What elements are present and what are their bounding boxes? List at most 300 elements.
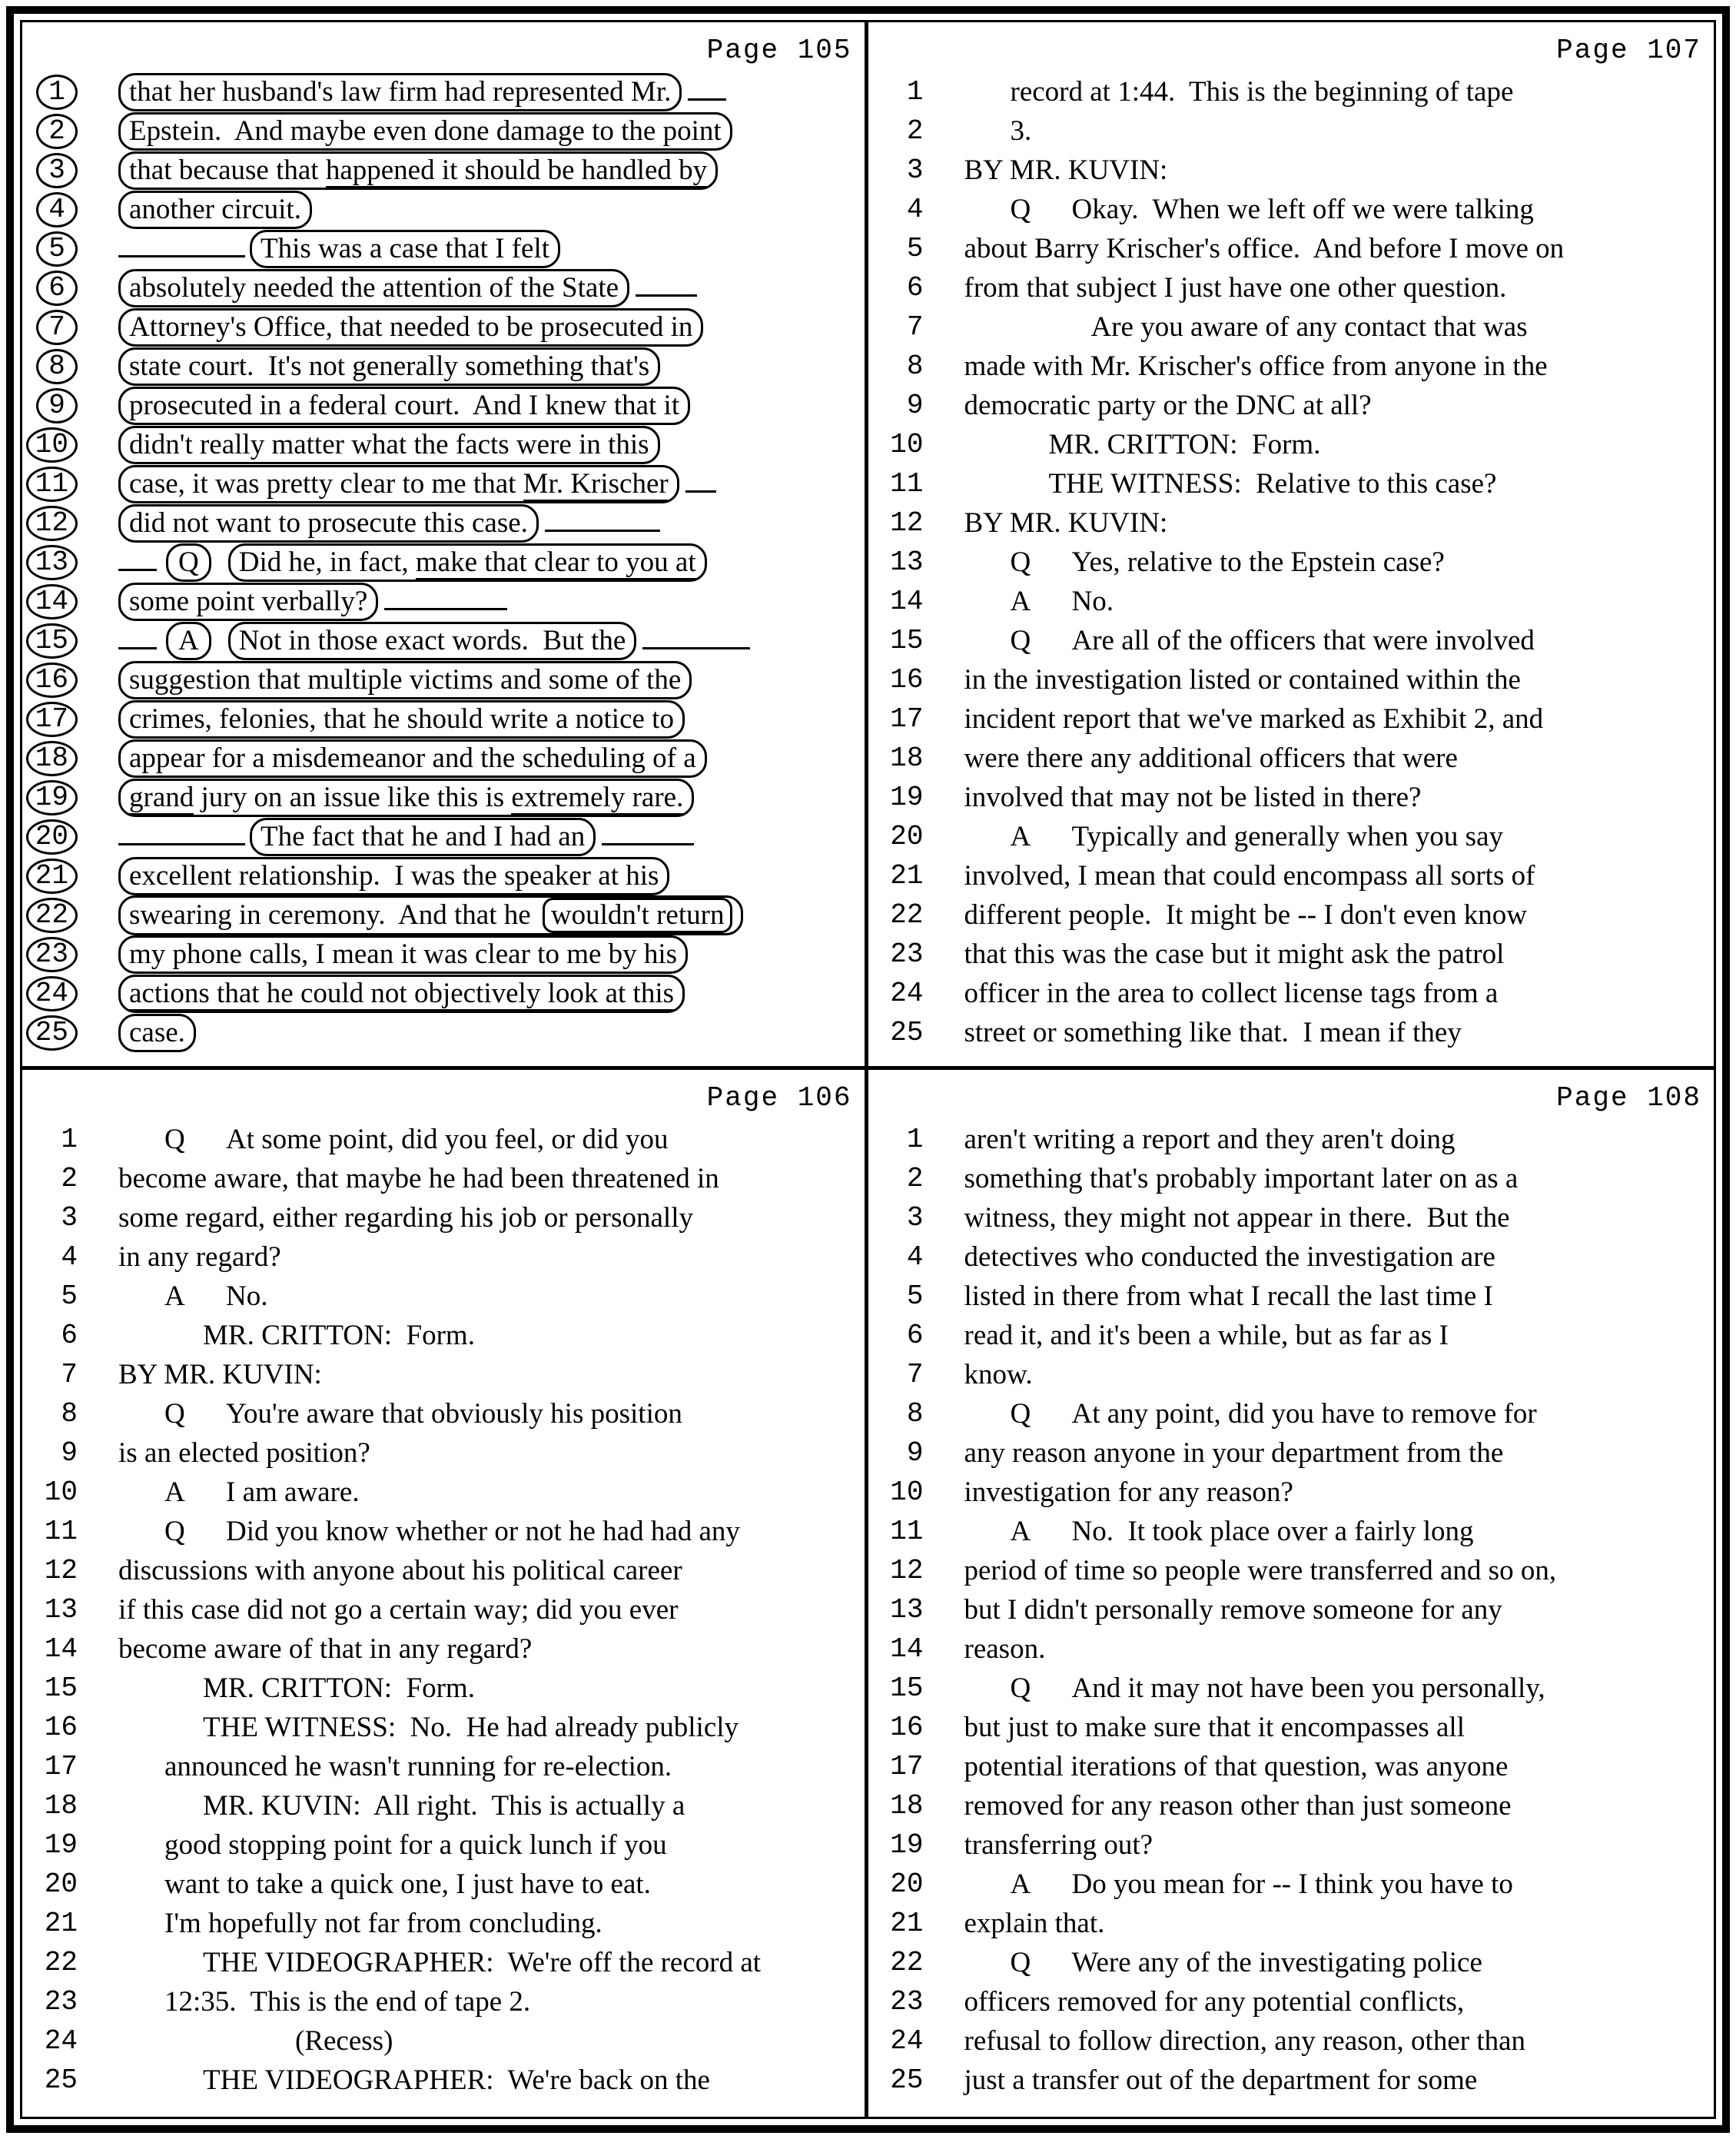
underline-mark: [545, 525, 660, 532]
line-text: [118, 1319, 475, 1352]
line-text: [964, 1828, 1153, 1862]
transcript-line: [868, 1629, 1714, 1669]
phrase: No. It took place over a fairly long: [1071, 1515, 1474, 1547]
line-number: 25: [890, 2064, 924, 2096]
line-number: 16: [890, 1711, 924, 1743]
line-number: [22, 741, 78, 776]
line-text: [118, 1476, 360, 1509]
line-text: [964, 663, 1521, 696]
transcript-line: [868, 1943, 1714, 1982]
transcript-line: [22, 1355, 865, 1394]
transcript-line: [22, 1013, 865, 1052]
line-number: 4: [906, 194, 924, 225]
line-text: [118, 1397, 682, 1430]
designation-bubble: [118, 661, 692, 699]
line-number: 18: [890, 742, 924, 774]
line-text: [964, 311, 1528, 344]
transcript-line: [868, 386, 1714, 425]
phrase: No.: [1071, 586, 1114, 617]
line-text: [964, 585, 1114, 618]
underlined-phrase: Mr. Krischer: [523, 468, 669, 502]
phrase: MR. CRITTON: Form.: [1048, 429, 1321, 460]
line-text: [118, 779, 694, 817]
line-number: 2: [906, 115, 924, 147]
line-number: [22, 859, 78, 894]
line-text: [118, 739, 707, 778]
transcript-line: [22, 1786, 865, 1825]
phrase: Yes, relative to the Epstein case?: [1071, 546, 1445, 578]
qa-label: Q: [1010, 1397, 1031, 1430]
line-number: [22, 937, 78, 972]
line-number: 21: [44, 1907, 78, 1939]
phrase: swearing in ceremony. And that he: [129, 898, 538, 931]
line-text: [118, 1672, 475, 1705]
phrase: about Barry Krischer's office. And before I move on: [964, 233, 1565, 264]
circled-line-number-mark: 17: [26, 702, 78, 737]
line-number: 24: [44, 2024, 78, 2057]
designation-bubble: [118, 73, 682, 111]
phrase: were there any additional officers that were: [964, 742, 1458, 774]
line-text: [118, 151, 718, 190]
line-number: 4: [61, 1241, 78, 1273]
phrase: another circuit.: [129, 193, 301, 225]
transcript-line: [22, 778, 865, 817]
line-text: [964, 977, 1499, 1010]
line-text: [118, 583, 507, 621]
transcript-line: [868, 503, 1714, 543]
line-number: 14: [44, 1632, 78, 1665]
line-number: 19: [44, 1828, 78, 1861]
line-number: 20: [890, 821, 924, 852]
line-text: [964, 389, 1372, 422]
phrase: some regard, either regarding his job or personally: [118, 1201, 693, 1234]
phrase: explain that.: [964, 1907, 1105, 1939]
line-number: 13: [890, 546, 924, 578]
phrase: is an elected position?: [118, 1437, 370, 1469]
line-number: [22, 780, 78, 815]
transcript-line: [22, 464, 865, 503]
line-text: [964, 2024, 1526, 2058]
boxed-phrase: wouldn't return: [543, 898, 733, 933]
designation-bubble: [118, 739, 707, 778]
transcript-line: [22, 699, 865, 739]
line-number: 25: [890, 1017, 924, 1048]
designation-bubble: [228, 622, 637, 660]
line-number: [22, 349, 78, 384]
transcript-line: [868, 1904, 1714, 1943]
qa-label: Q: [164, 1123, 185, 1155]
transcript-line: [22, 425, 865, 464]
phrase: in any regard?: [118, 1241, 281, 1273]
line-text: [964, 1280, 1493, 1313]
underline-mark: [685, 486, 716, 493]
transcript-line: [868, 543, 1714, 582]
phrase: become aware of that in any regard?: [118, 1632, 533, 1665]
line-number: 3: [906, 154, 924, 186]
transcript-line: [868, 229, 1714, 268]
underline-mark: [118, 564, 157, 571]
line-text: [964, 702, 1544, 736]
qa-label: A: [1010, 1868, 1031, 1900]
page-number-header: Page 107: [1556, 35, 1701, 66]
phrase: something that's probably important later on as a: [964, 1162, 1519, 1194]
designation-bubble: [118, 583, 378, 621]
line-text: [118, 1985, 530, 2018]
phrase: Did you know whether or not he had had any: [226, 1515, 740, 1547]
line-number: 11: [890, 468, 924, 500]
qa-label-circled: Q: [166, 543, 211, 582]
circled-line-number-mark: 3: [36, 153, 78, 188]
designation-bubble: [118, 191, 312, 229]
phrase: discussions with anyone about his political career: [118, 1554, 682, 1586]
phrase: Were any of the investigating police: [1071, 1946, 1482, 1978]
phrase: detectives who conducted the investigation are: [964, 1241, 1495, 1273]
phrase: in the investigation listed or contained within the: [964, 664, 1521, 696]
transcript-line: [22, 1512, 865, 1551]
line-text: [118, 269, 697, 307]
transcript-line: [868, 856, 1714, 895]
line-number: 6: [906, 1319, 924, 1351]
transcript-line: [22, 1629, 865, 1669]
line-text: [118, 1358, 322, 1391]
transcript-line: [868, 1786, 1714, 1825]
line-text: [964, 624, 1535, 657]
phrase: officer in the area to collect license tags from a: [964, 978, 1499, 1009]
transcript-line: [868, 2061, 1714, 2100]
transcript-lines: [22, 72, 865, 1052]
circled-line-number-mark: 24: [26, 976, 78, 1011]
line-text: [964, 1750, 1509, 1783]
designation-bubble: [118, 504, 539, 543]
line-number: 19: [890, 1828, 924, 1861]
transcript-line: [22, 1277, 865, 1316]
phrase: incident report that we've marked as Exhibit 2, and: [964, 703, 1544, 735]
line-text: [118, 1868, 651, 1901]
phrase: officers removed for any potential conflicts,: [964, 1985, 1465, 2018]
page-number-header: Page 105: [706, 35, 852, 66]
line-number: 22: [890, 899, 924, 931]
line-text: [964, 115, 1032, 148]
transcript-line: [22, 386, 865, 425]
line-text: [964, 154, 1168, 187]
line-number: 3: [906, 1201, 924, 1234]
transcript-line: [868, 1433, 1714, 1473]
phrase: made with Mr. Krischer's office from anyone in the: [964, 350, 1548, 382]
phrase: excellent relationship. I was the speaker at his: [129, 859, 659, 892]
line-text: [964, 781, 1422, 814]
line-number: 14: [890, 1632, 924, 1665]
transcript-line: [868, 1473, 1714, 1512]
transcript-line: [22, 1590, 865, 1629]
phrase: announced he wasn't running for re-election.: [164, 1750, 672, 1782]
line-text: [118, 1201, 693, 1234]
line-number: [22, 976, 78, 1011]
phrase: Do you mean for -- I think you have to: [1071, 1868, 1513, 1900]
transcript-line: [22, 1904, 865, 1943]
line-number: 12: [890, 1554, 924, 1586]
line-text: [118, 73, 726, 111]
phrase: period of time so people were transferred and so on,: [964, 1554, 1557, 1586]
qa-label: Q: [1010, 1672, 1031, 1704]
phrase: Are all of the officers that were involved: [1071, 625, 1535, 656]
phrase: The fact that he and I had an: [261, 820, 586, 852]
phrase: THE VIDEOGRAPHER: We're off the record at: [203, 1946, 762, 1978]
line-number: 22: [44, 1946, 78, 1978]
circled-line-number-mark: 23: [26, 937, 78, 972]
line-number: 9: [906, 1437, 924, 1469]
transcript-line: [868, 699, 1714, 739]
line-text: [118, 935, 688, 974]
transcript-line: [22, 621, 865, 660]
underline-mark: [384, 603, 507, 610]
line-number: 1: [61, 1123, 78, 1155]
circled-line-number-mark: 5: [36, 231, 78, 267]
circled-line-number-mark: 16: [26, 663, 78, 698]
line-text: [118, 543, 707, 582]
transcript-line: [22, 1120, 865, 1159]
line-text: [964, 938, 1505, 971]
underlined-phrase: make that clear to you at: [416, 546, 696, 580]
circled-line-number-mark: 19: [26, 780, 78, 815]
line-text: [118, 387, 690, 425]
designation-bubble: [118, 308, 703, 347]
line-text: [118, 1593, 678, 1626]
line-number: 20: [890, 1868, 924, 1900]
transcript-line: [22, 1669, 865, 1708]
line-text: [964, 467, 1497, 500]
transcript-line: [868, 151, 1714, 190]
line-number: 16: [890, 664, 924, 696]
line-text: [118, 818, 694, 856]
line-number: 25: [44, 2064, 78, 2096]
transcript-line: [22, 1159, 865, 1198]
line-number: 4: [906, 1241, 924, 1273]
phrase: And it may not have been you personally,: [1071, 1672, 1545, 1704]
qa-label: A: [1010, 821, 1031, 852]
line-text: [964, 1985, 1465, 2018]
line-text: [964, 1946, 1482, 1979]
phrase: BY MR. KUVIN:: [964, 507, 1168, 539]
transcript-line: [22, 1237, 865, 1277]
line-number: 10: [890, 429, 924, 460]
line-number: 23: [44, 1985, 78, 2018]
designation-bubble: [228, 543, 707, 582]
line-number: 2: [61, 1162, 78, 1194]
line-text: [964, 898, 1527, 932]
transcript-line: [868, 817, 1714, 856]
transcript-line: [868, 347, 1714, 386]
designation-bubble: [118, 112, 732, 151]
line-number: 2: [906, 1162, 924, 1194]
line-number: [22, 506, 78, 541]
transcript-line: [22, 1551, 865, 1590]
transcript-line: [22, 817, 865, 856]
designation-bubble: [118, 387, 690, 425]
line-text: [964, 1593, 1502, 1626]
underline-mark: [602, 839, 694, 845]
transcript-line: [22, 190, 865, 229]
transcript-line: [22, 1433, 865, 1473]
phrase: did not want to prosecute this case.: [129, 507, 528, 539]
line-text: [118, 700, 685, 739]
phrase: from that subject I just have one other question.: [964, 272, 1507, 304]
transcript-line: [868, 582, 1714, 621]
designation-bubble: [118, 347, 660, 386]
transcript-line: [22, 151, 865, 190]
line-number: [22, 898, 78, 933]
line-number: 12: [890, 507, 924, 539]
circled-line-number-mark: 13: [26, 545, 78, 580]
line-number: 24: [890, 978, 924, 1009]
phrase: MR. KUVIN: All right. This is actually a: [203, 1789, 685, 1822]
line-number: 16: [44, 1711, 78, 1743]
line-number: 17: [44, 1750, 78, 1782]
phrase: witness, they might not appear in there. But the: [964, 1201, 1510, 1234]
transcript-line: [868, 1277, 1714, 1316]
qa-label: Q: [1010, 1946, 1031, 1978]
line-text: [118, 504, 660, 543]
phrase: but just to make sure that it encompasses all: [964, 1711, 1465, 1743]
line-number: 8: [906, 1397, 924, 1430]
line-number: 5: [906, 233, 924, 264]
transcript-line: [22, 503, 865, 543]
circled-line-number-mark: 1: [36, 75, 78, 110]
phrase: MR. CRITTON: Form.: [203, 1672, 475, 1704]
line-text: [964, 1476, 1293, 1509]
qa-label: A: [164, 1476, 185, 1508]
transcript-line: [22, 1747, 865, 1786]
circled-line-number-mark: 20: [26, 819, 78, 855]
line-number: 21: [890, 1907, 924, 1939]
line-text: [118, 1711, 739, 1744]
line-number: 6: [906, 272, 924, 304]
line-text: [118, 622, 750, 660]
line-text: [964, 350, 1548, 383]
phrase: prosecuted in a federal court. And I knew that it: [129, 389, 680, 421]
phrase: THE WITNESS: Relative to this case?: [1048, 468, 1497, 500]
line-text: [964, 428, 1321, 461]
line-number: [22, 231, 78, 267]
line-number: 9: [906, 390, 924, 421]
line-text: [964, 193, 1534, 226]
circled-line-number-mark: 4: [36, 192, 78, 228]
line-text: [964, 546, 1445, 579]
line-text: [118, 465, 716, 503]
designation-bubble: [250, 818, 596, 856]
transcript-line: [22, 347, 865, 386]
designation-bubble: [118, 700, 685, 739]
line-number: [22, 584, 78, 619]
underline-mark: [636, 290, 697, 297]
phrase: aren't writing a report and they aren't doing: [964, 1123, 1456, 1155]
qa-label: A: [1010, 586, 1031, 617]
transcript-line: [868, 190, 1714, 229]
transcript-line: [868, 1355, 1714, 1394]
quadrant-page-105: [22, 22, 868, 1070]
designation-bubble: [118, 857, 669, 895]
phrase: my phone calls, I mean it was clear to me by his: [129, 938, 678, 970]
phrase: Okay. When we left off we were talking: [1071, 194, 1534, 225]
line-text: [118, 426, 660, 464]
qa-label: Q: [164, 1515, 185, 1547]
transcript-line: [868, 1708, 1714, 1747]
phrase: but I didn't personally remove someone for any: [964, 1593, 1502, 1626]
phrase: involved that may not be listed in there?: [964, 782, 1422, 813]
transcript-line: [868, 464, 1714, 503]
line-text: [964, 1672, 1545, 1705]
transcript-line: [868, 1982, 1714, 2021]
phrase: Typically and generally when you say: [1071, 821, 1503, 852]
line-text: [118, 1789, 685, 1822]
transcript-line: [868, 1551, 1714, 1590]
line-text: [118, 1554, 682, 1587]
phrase: didn't really matter what the facts were in this: [129, 428, 649, 460]
line-text: [118, 308, 703, 347]
phrase: (Recess): [295, 2024, 393, 2057]
line-number: 15: [890, 625, 924, 656]
designation-bubble: [118, 975, 685, 1013]
line-text: [118, 1946, 761, 1979]
phrase: if this case did not go a certain way; did you ever: [118, 1593, 679, 1626]
line-text: [964, 1201, 1510, 1234]
line-number: [22, 663, 78, 698]
circled-line-number-mark: 10: [26, 427, 78, 463]
line-number: [22, 702, 78, 737]
line-number: 18: [890, 1789, 924, 1822]
transcript-line: [22, 895, 865, 935]
line-number: 7: [906, 1358, 924, 1390]
transcript-line: [868, 1394, 1714, 1433]
phrase: state court. It's not generally something that's: [129, 350, 650, 382]
line-number: [22, 467, 78, 502]
circled-line-number-mark: 6: [36, 271, 78, 306]
line-number: [22, 545, 78, 580]
line-number: [22, 75, 78, 110]
phrase: BY MR. KUVIN:: [964, 154, 1168, 186]
transcript-line: [22, 111, 865, 151]
line-text: [118, 1437, 370, 1470]
phrase: that her husband's law firm had represented Mr.: [129, 75, 672, 108]
phrase: Not in those exact words. But the: [238, 624, 626, 656]
phrase: THE VIDEOGRAPHER: We're back on the: [203, 2064, 710, 2096]
qa-label: Q: [1010, 625, 1031, 656]
line-text: [964, 1711, 1465, 1744]
designation-bubble: [250, 230, 560, 268]
transcript-line: [22, 739, 865, 778]
circled-line-number-mark: 25: [26, 1015, 78, 1051]
phrase: that this was the case but it might ask the patrol: [964, 938, 1505, 970]
line-text: [964, 1358, 1033, 1391]
circled-line-number-mark: 11: [26, 467, 78, 502]
line-number: 17: [890, 1750, 924, 1782]
transcript-line: [22, 1825, 865, 1865]
transcript-line: [22, 1982, 865, 2021]
line-text: [118, 1907, 602, 1940]
transcript-line: [22, 1473, 865, 1512]
transcript-line: [22, 2021, 865, 2061]
line-number: 10: [890, 1476, 924, 1508]
line-number: [22, 271, 78, 306]
phrase: Attorney's Office, that needed to be prosecuted in: [129, 311, 693, 343]
transcript-line: [868, 1237, 1714, 1277]
line-text: [964, 1319, 1449, 1352]
line-number: 17: [890, 703, 924, 735]
transcript-line: [868, 1159, 1714, 1198]
phrase: street or something like that. I mean if they: [964, 1017, 1462, 1048]
transcript-line: [22, 1943, 865, 1982]
transcript-line: [868, 778, 1714, 817]
line-text: [964, 1554, 1557, 1587]
